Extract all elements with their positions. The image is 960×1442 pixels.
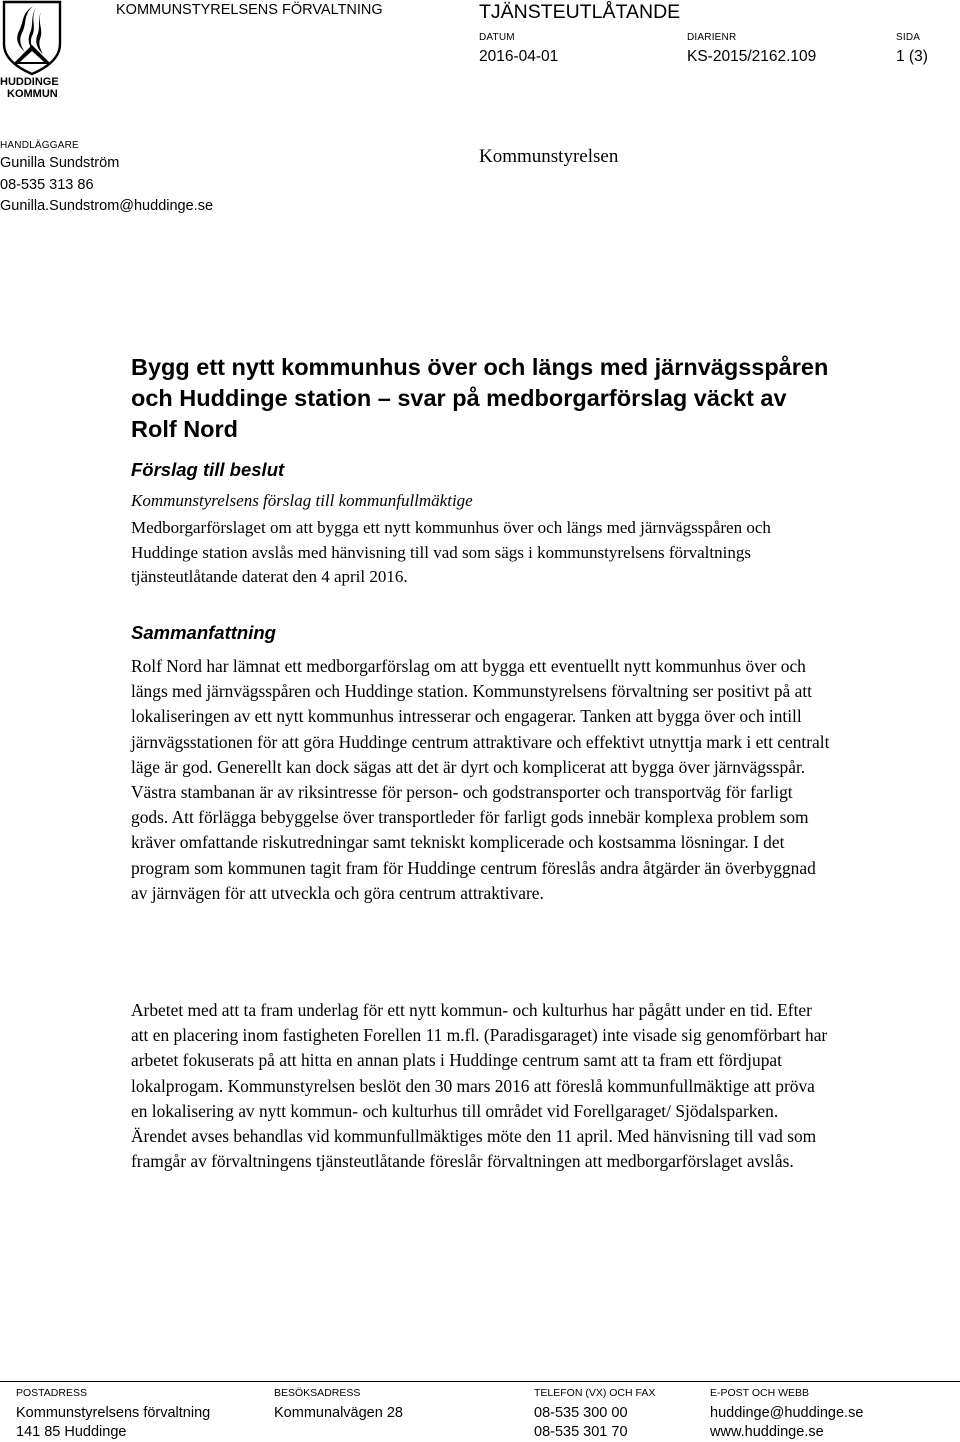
logo-text-1: HUDDINGE [0,76,59,88]
proposal-heading: Förslag till beslut [131,459,285,480]
diarienr-value: KS-2015/2162.109 [687,48,817,65]
footer-epost-label: E-POST OCH WEBB [710,1387,809,1399]
footer-telefon-1: 08-535 300 00 [534,1405,628,1421]
footer-epost-1[interactable]: huddinge@huddinge.se [710,1405,864,1421]
document-title: Bygg ett nytt kommunhus över och längs med järnvägsspåren och Huddinge station – svar på medborgarförslag väckt av Rolf Nord [131,354,829,442]
logo-text-2: KOMMUN [7,88,58,100]
sida-label: SIDA [896,32,921,43]
proposal-text: Medborgarförslaget om att bygga ett nytt kommunhus över och längs med järnvägsspåren och Huddinge station avslås med hänvisning till vad som sägs i kommunstyrelsens förvaltnings tjänsteutlåtande daterat den 4 april 2016. [131,518,771,586]
datum-value: 2016-04-01 [479,48,559,65]
summary-heading: Sammanfattning [131,622,276,643]
footer-telefon-2: 08-535 301 70 [534,1424,628,1440]
org-name: KOMMUNSTYRELSENS FÖRVALTNING [116,2,383,18]
sida-value: 1 (3) [896,48,928,65]
footer-postadress-2: 141 85 Huddinge [16,1424,127,1440]
footer-epost-2[interactable]: www.huddinge.se [710,1424,824,1440]
diarienr-label: DIARIENR [687,32,737,43]
huddinge-logo [0,0,66,104]
footer-postadress-label: POSTADRESS [16,1387,87,1399]
handler-name: Gunilla Sundström [0,155,120,171]
recipient: Kommunstyrelsen [479,146,619,167]
handler-phone: 08-535 313 86 [0,177,94,193]
handler-email[interactable]: Gunilla.Sundstrom@huddinge.se [0,198,214,214]
summary-paragraph-2: Arbetet med att ta fram underlag för ett nytt kommun- och kulturhus har pågått under en tid. Efter att en placering inom fastigheten Forellen 11 m.fl. (Paradisgaraget) inte visade sig genomförbart har arbetet fokuserats på att hitta en annan plats i Huddinge centrum samt att ta fram ett fördjupat lokalprogam. Kommunstyrelsen beslöt den 30 mars 2016 att föreslå kommunfullmäktige att pröva en lokalisering av nytt kommun- och kulturhus till området vid Forellgaraget/ Sjödalsparken. Ärendet avses behandlas vid kommunfullmäktiges möte den 11 april. Med hänvisning till vad som framgår av förvaltningens tjänsteutlåtande föreslår förvaltningen att medborgarförslaget avslås. [131,1000,828,1172]
datum-label: DATUM [479,32,515,43]
document-type: TJÄNSTEUTLÅTANDE [479,1,681,23]
summary-paragraph-1: Rolf Nord har lämnat ett medborgarförslag om att bygga ett eventuellt nytt kommunhus över och längs med järnvägsspåren och Huddinge station. Kommunstyrelsens förvaltning ser positivt på att lokaliseringen av ett nytt kommunhus intresserar och engagerar. Tanken att bygga över och intill järnvägsstationen för att göra Huddinge centrum attraktivare och effektivt utnyttja mark i ett centralt läge är god. Generellt kan dock sägas att det är dyrt och komplicerat att bygga över järnvägsspår. Västra stambanan är av riksintresse för person- och godstransporter och transportväg för farligt gods. Att förlägga bebyggelse över transportleder för farligt gods innebär komplexa problem som kräver omfattande riskutredningar samt tekniskt komplicerade och kostsamma lösningar. I det program som kommunen tagit fram för Huddinge centrum föreslås andra åtgärder än överbyggnad av järnvägen för att utveckla och göra centrum attraktivare. [131,656,830,903]
footer-besok-1: Kommunalvägen 28 [274,1405,403,1421]
footer-besok-label: BESÖKSADRESS [274,1387,361,1399]
footer-divider [0,1381,960,1382]
handler-label: HANDLÄGGARE [0,140,79,151]
footer-postadress-1: Kommunstyrelsens förvaltning [16,1405,211,1421]
proposal-subheading: Kommunstyrelsens förslag till kommunfullmäktige [131,491,473,510]
footer-telefon-label: TELEFON (VX) OCH FAX [534,1387,656,1399]
